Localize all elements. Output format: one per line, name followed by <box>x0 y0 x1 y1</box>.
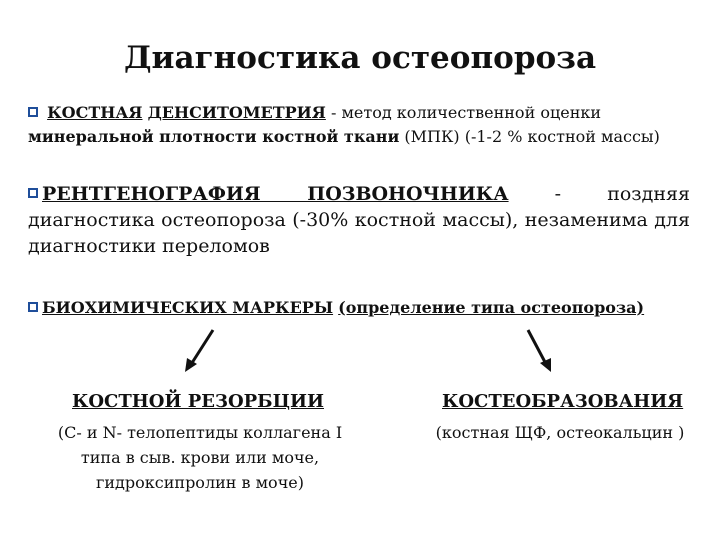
densitometry-heading-b: ДЕНСИТОМЕТРИЯ <box>147 103 326 122</box>
arrow-down-left-icon <box>180 326 220 374</box>
page-title: Диагностика остеопороза <box>123 40 597 76</box>
left-column-line: гидроксипролин в моче) <box>96 473 304 492</box>
item-radiography <box>28 181 690 259</box>
densitometry-bmd-bold: минеральной плотности костной ткани <box>28 127 400 146</box>
arrow-down-right-icon <box>520 326 560 374</box>
checkbox-bullet-icon <box>28 188 38 198</box>
densitometry-description: - метод количественной оценки <box>325 103 602 122</box>
left-column-text <box>20 420 380 495</box>
right-column-text: (костная ЩФ, остеокальцин ) <box>435 423 685 442</box>
left-column-line: типа в сыв. крови или моче, <box>80 448 320 467</box>
left-column-heading: КОСТНОЙ РЕЗОРБЦИИ <box>72 391 324 412</box>
checkbox-bullet-icon <box>28 302 38 312</box>
radiography-heading: РЕНТГЕНОГРАФИЯ ПОЗВОНОЧНИКА <box>42 183 509 205</box>
left-column-line: (С- и N- телопептиды коллагена I <box>57 423 343 442</box>
markers-paren: (определение типа остеопороза) <box>338 298 645 317</box>
radiography-description: - поздняя диагностика остеопороза (-30% костной массы), незаменима для диагностики переломов <box>28 183 690 257</box>
item-biochemical-markers <box>28 296 690 320</box>
markers-heading: БИОХИМИЧЕСКИХ МАРКЕРЫ <box>42 298 334 317</box>
right-column-heading: КОСТЕОБРАЗОВАНИЯ <box>442 391 684 412</box>
densitometry-heading-a: КОСТНАЯ <box>47 103 143 122</box>
densitometry-bmd-rest: (МПК) (-1-2 % костной массы) <box>399 127 660 146</box>
checkbox-bullet-icon <box>28 107 38 117</box>
item-densitometry <box>28 101 690 149</box>
